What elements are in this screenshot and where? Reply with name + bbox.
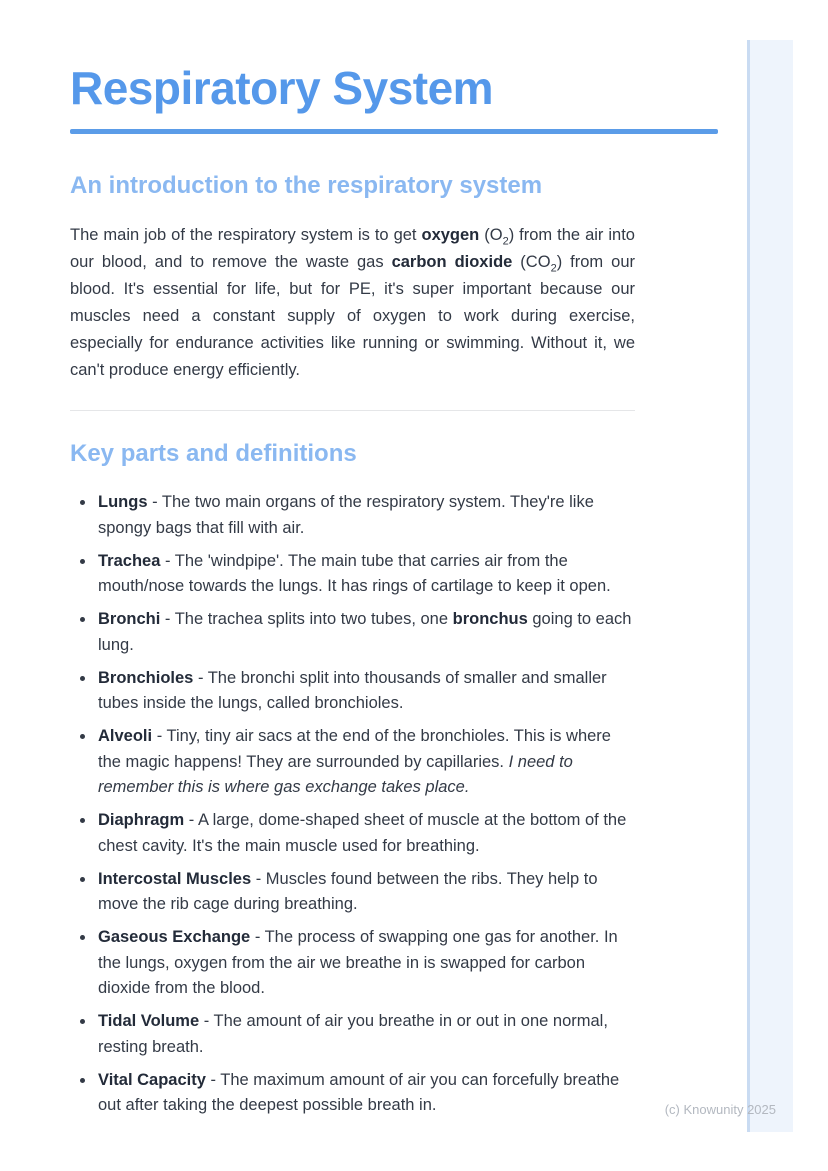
- key-parts-section-heading: Key parts and definitions: [70, 440, 357, 467]
- list-item-alveoli: • Alveoli - Tiny, tiny air sacs at the end of the bronchioles. This is where the magic happens! They are surrounded by capillaries. I need to remember this is where gas exchange takes place.: [96, 724, 635, 801]
- list-item-lungs: • Lungs - The two main organs of the respiratory system. They're like spongy bags that fill with air.: [96, 490, 635, 541]
- list-item-bronchioles: • Bronchioles - The bronchi split into thousands of smaller and smaller tubes inside the lungs, called bronchioles.: [96, 666, 635, 717]
- page-edge-strip: [747, 40, 793, 1132]
- page-title: Respiratory System: [70, 62, 494, 114]
- list-item-trachea: • Trachea - The 'windpipe'. The main tube that carries air from the mouth/nose towards the lungs. It has rings of cartilage to keep it open.: [96, 549, 635, 600]
- intro-paragraph: The main job of the respiratory system is to get oxygen $(O_2)$ from the air into our blood, and to remove the waste gas carbon dioxide $(CO_2)$ from our blood. It's essential for life, but for PE, it's super important because our muscles need a constant supply of oxygen to work during exercise, especially for endurance activities like running or swimming. Without it, we can't produce energy efficiently.: [70, 226, 635, 379]
- list-item-gaseous-exchange: • Gaseous Exchange - The process of swapping one gas for another. In the lungs, oxygen from the air we breathe in is swapped for carbon dioxide from the blood.: [96, 925, 635, 1002]
- intro-section-heading: An introduction to the respiratory system: [70, 172, 543, 199]
- copyright-watermark: (c) Knowunity 2025: [664, 1102, 776, 1117]
- list-item-tidal-volume: • Tidal Volume - The amount of air you breathe in or out in one normal, resting breath.: [96, 1009, 635, 1060]
- section-divider: [70, 410, 635, 411]
- list-item-diaphragm: • Diaphragm - A large, dome-shaped sheet of muscle at the bottom of the chest cavity. It's the main muscle used for breathing.: [96, 808, 635, 859]
- list-item-intercostal-muscles: • Intercostal Muscles - Muscles found between the ribs. They help to move the rib cage during breathing.: [96, 867, 635, 918]
- definitions-list: [70, 490, 635, 1119]
- title-underline-rule: [70, 129, 718, 134]
- list-item-bronchi: • Bronchi - The trachea splits into two tubes, one bronchus going to each lung.: [96, 607, 635, 658]
- list-item-vital-capacity: • Vital Capacity - The maximum amount of air you can forcefully breathe out after taking the deepest possible breath in.: [96, 1068, 635, 1119]
- document-content: [70, 0, 635, 1126]
